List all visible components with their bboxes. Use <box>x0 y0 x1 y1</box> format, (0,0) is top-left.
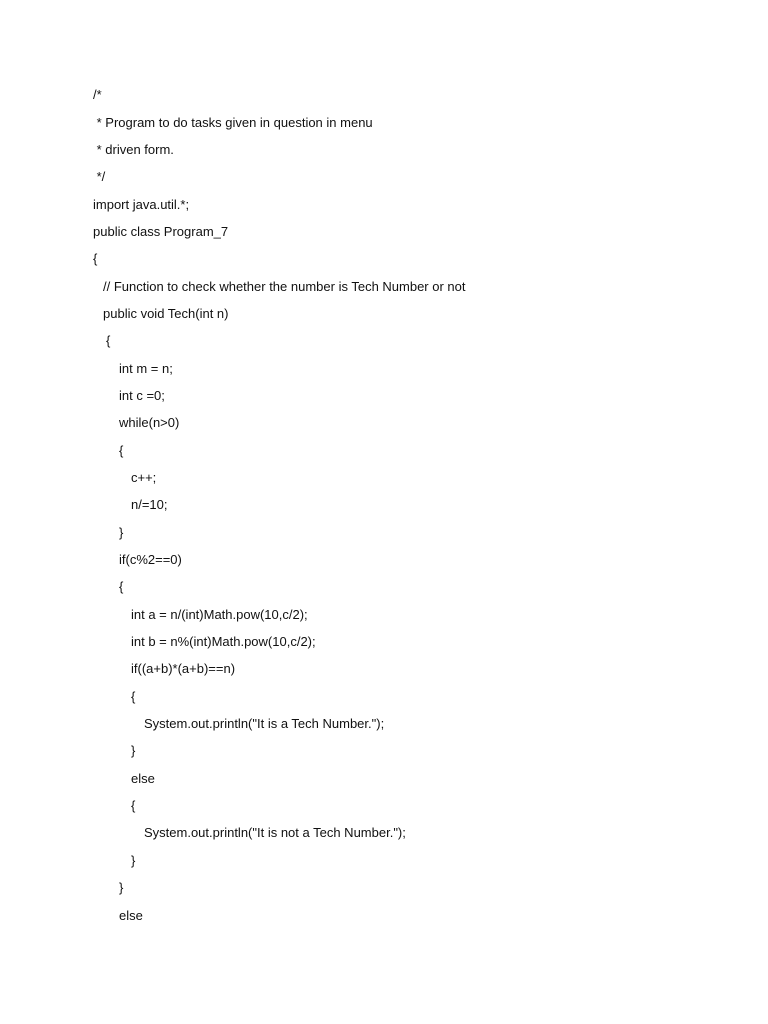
code-line: else <box>119 908 143 923</box>
code-line: if((a+b)*(a+b)==n) <box>131 661 236 676</box>
code-line: */ <box>93 169 106 184</box>
code-line: { <box>106 333 111 348</box>
code-line: while(n>0) <box>119 415 180 430</box>
code-line: int a = n/(int)Math.pow(10,c/2); <box>131 607 308 622</box>
code-line: } <box>119 525 124 540</box>
code-line: else <box>131 771 155 786</box>
code-line: if(c%2==0) <box>119 552 182 567</box>
code-line: System.out.println("It is a Tech Number."); <box>144 716 385 731</box>
code-line: System.out.println("It is not a Tech Number."); <box>144 825 406 840</box>
code-line: { <box>93 251 98 266</box>
code-line: /* <box>93 87 102 102</box>
code-line: public class Program_7 <box>93 224 229 239</box>
code-line: * driven form. <box>93 142 174 157</box>
code-line: int b = n%(int)Math.pow(10,c/2); <box>131 634 316 649</box>
code-line: // Function to check whether the number is Tech Number or not <box>103 279 466 294</box>
code-line: import java.util.*; <box>93 197 190 212</box>
code-line: n/=10; <box>131 497 168 512</box>
code-line: { <box>131 798 136 813</box>
code-line: { <box>131 689 136 704</box>
code-line: } <box>131 743 136 758</box>
code-line: { <box>119 443 124 458</box>
code-line: } <box>119 880 124 895</box>
code-line: { <box>119 579 124 594</box>
code-line: int m = n; <box>119 361 173 376</box>
code-line: c++; <box>131 470 157 485</box>
code-line: int c =0; <box>119 388 165 403</box>
code-line: public void Tech(int n) <box>103 306 229 321</box>
code-line: * Program to do tasks given in question in menu <box>93 115 373 130</box>
code-line: } <box>131 853 136 868</box>
